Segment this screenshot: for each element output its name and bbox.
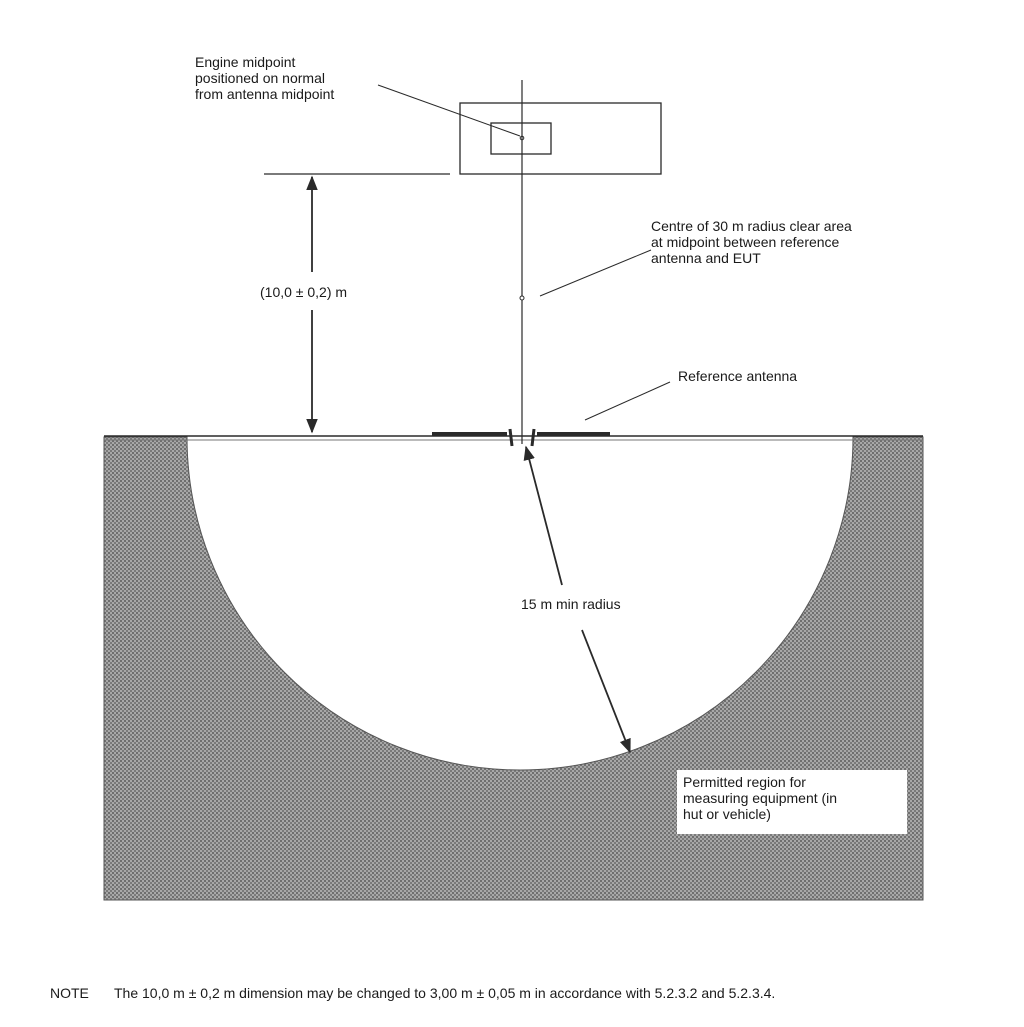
antenna-right-feed [532,429,534,446]
antenna-left-feed [510,429,512,446]
clear-area-leader [540,250,651,296]
clear-area-centre-label: Centre of 30 m radius clear area at midpoint between reference antenna and EUT [651,218,852,266]
note-tag: NOTE [50,985,89,1001]
footnote [50,985,775,1001]
engine-outline [491,123,551,154]
min-radius-label: 15 m min radius [521,596,621,612]
clear-area-centre-marker [520,296,524,300]
permitted-region-label: Permitted region for measuring equipment (in hut or vehicle) [677,770,907,834]
engine-midpoint-label: Engine midpoint positioned on normal from antenna midpoint [195,54,335,102]
distance-dimension-label: (10,0 ± 0,2) m [260,284,348,300]
reference-antenna-leader [585,382,670,420]
reference-antenna-label: Reference antenna [678,368,798,384]
eut-outline [460,103,661,174]
radius-arrow-upper [526,447,562,585]
radius-arrow-lower [582,630,630,752]
engine-midpoint-leader [378,85,520,136]
note-text: The 10,0 m ± 0,2 m dimension may be changed to 3,00 m ± 0,05 m in accordance with 5.2.3.2 and 5.2.3.4. [114,985,776,1001]
